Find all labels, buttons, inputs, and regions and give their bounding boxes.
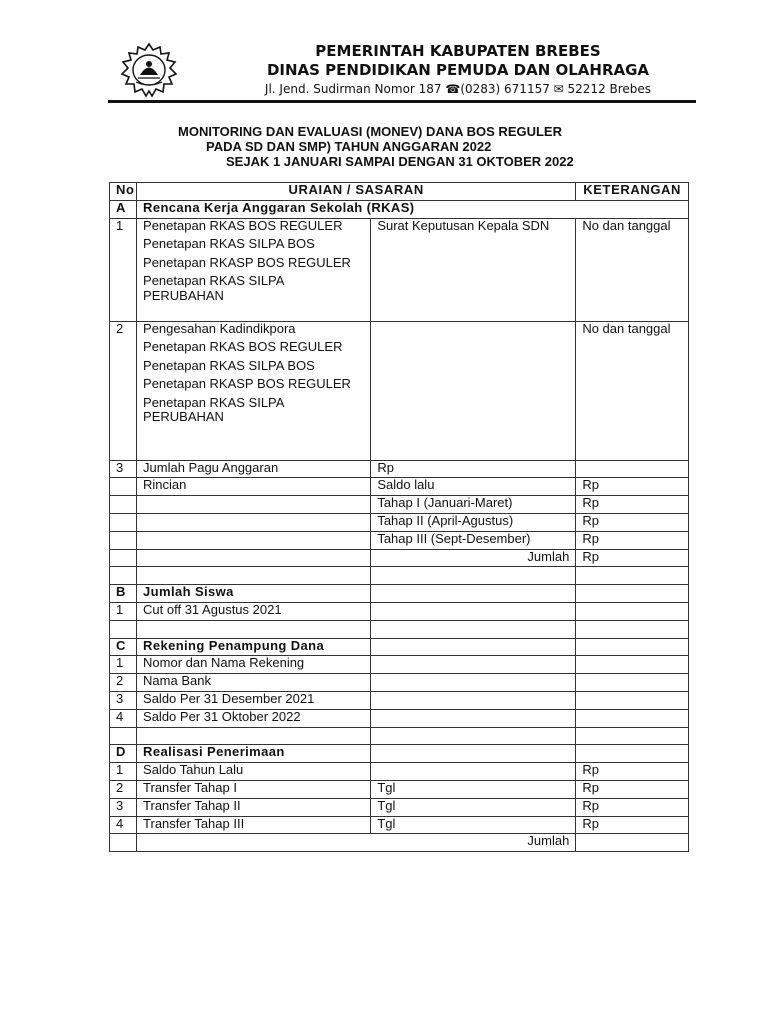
section-d-row (110, 745, 689, 763)
blank-row (110, 727, 689, 745)
row-label: Nomor dan Nama Rekening (137, 656, 371, 674)
row-label: Cut off 31 Agustus 2021 (137, 602, 371, 620)
row-ket: No dan tanggal (576, 321, 689, 460)
title-line3: SEJAK 1 JANUARI SAMPAI DENGAN 31 OKTOBER 2022 (226, 154, 574, 169)
list-item: Penetapan RKASP BOS REGULER (143, 254, 351, 270)
row-ket: Rp (576, 816, 689, 834)
letterhead (108, 40, 696, 102)
row-label: Rincian (137, 478, 371, 496)
row-mid: Tahap III (Sept-Desember) (371, 531, 576, 549)
row-mid: Tahap I (Januari-Maret) (371, 496, 576, 514)
list-item: Penetapan RKAS SILPA PERUBAHAN (143, 273, 284, 303)
row-mid (371, 321, 576, 460)
section-c-label: Rekening Penampung Dana (137, 638, 371, 656)
row-items (137, 218, 371, 321)
row-no: 1 (110, 218, 137, 321)
section-c-no: C (110, 638, 137, 656)
letterhead-divider (108, 100, 696, 103)
row-label: Jumlah Pagu Anggaran (137, 460, 371, 478)
table-row (110, 709, 689, 727)
blank-row (110, 567, 689, 585)
row-no: 4 (110, 709, 137, 727)
list-item: Pengesahan Kadindikpora (143, 320, 296, 336)
table-header-row (110, 183, 689, 201)
table-row (110, 321, 689, 460)
table-row (110, 513, 689, 531)
section-c-row (110, 638, 689, 656)
table-row (110, 834, 689, 852)
row-label: Nama Bank (137, 674, 371, 692)
row-no: 1 (110, 763, 137, 781)
section-b-label: Jumlah Siswa (137, 585, 371, 603)
row-mid: Tahap II (April-Agustus) (371, 513, 576, 531)
table-row (110, 218, 689, 321)
row-ket: Rp (576, 780, 689, 798)
row-ket: Rp (576, 549, 689, 567)
section-b-no: B (110, 585, 137, 603)
row-no: 2 (110, 321, 137, 460)
agency-address: Jl. Jend. Sudirman Nomor 187 ☎(0283) 671157 ✉ 52212 Brebes (264, 82, 652, 96)
list-item: Penetapan RKAS SILPA BOS (143, 236, 315, 252)
regency-emblem-icon (120, 42, 178, 98)
list-item: Penetapan RKAS BOS REGULER (143, 339, 343, 355)
section-a-label: Rencana Kerja Anggaran Sekolah (RKAS) (137, 200, 689, 218)
row-no: 3 (110, 691, 137, 709)
section-d-no: D (110, 745, 137, 763)
list-item: Penetapan RKAS SILPA BOS (143, 357, 315, 373)
row-mid: Tgl (371, 816, 576, 834)
row-items (137, 321, 371, 460)
agency-name-line2: DINAS PENDIDIKAN PEMUDA DAN OLAHRAGA (266, 61, 650, 79)
table-row (110, 496, 689, 514)
table-row (110, 816, 689, 834)
header-uraian: URAIAN / SASARAN (137, 183, 576, 201)
row-ket: Rp (576, 496, 689, 514)
row-jumlah: Jumlah (371, 549, 576, 567)
row-no: 1 (110, 656, 137, 674)
header-keterangan: KETERANGAN (576, 183, 689, 201)
row-mid: Saldo lalu (371, 478, 576, 496)
table-row (110, 691, 689, 709)
row-jumlah: Jumlah (137, 834, 576, 852)
list-item: Penetapan RKAS BOS REGULER (143, 217, 343, 233)
row-no: 2 (110, 674, 137, 692)
agency-name-line1: PEMERINTAH KABUPATEN BREBES (315, 42, 601, 60)
list-item: Penetapan RKAS SILPA PERUBAHAN (143, 394, 284, 425)
row-ket: Rp (576, 763, 689, 781)
row-ket: No dan tanggal (576, 218, 689, 321)
header-no: No (110, 183, 137, 201)
row-ket: Rp (576, 798, 689, 816)
row-ket (576, 460, 689, 478)
row-mid (371, 763, 576, 781)
document-title (108, 124, 696, 169)
section-b-row (110, 585, 689, 603)
row-label: Saldo Per 31 Oktober 2022 (137, 709, 371, 727)
title-line1: MONITORING DAN EVALUASI (MONEV) DANA BOS REGULER (178, 124, 562, 139)
table-row (110, 531, 689, 549)
section-a-row (110, 200, 689, 218)
table-row (110, 763, 689, 781)
section-d-label: Realisasi Penerimaan (137, 745, 371, 763)
table-row (110, 656, 689, 674)
table-row (110, 460, 689, 478)
table-row (110, 798, 689, 816)
list-item: Penetapan RKASP BOS REGULER (143, 376, 351, 392)
row-mid: Rp (371, 460, 576, 478)
row-mid: Tgl (371, 780, 576, 798)
row-label: Transfer Tahap I (137, 780, 371, 798)
row-no: 1 (110, 602, 137, 620)
row-no: 3 (110, 460, 137, 478)
row-label: Transfer Tahap III (137, 816, 371, 834)
row-ket: Rp (576, 531, 689, 549)
row-label: Transfer Tahap II (137, 798, 371, 816)
row-no: 4 (110, 816, 137, 834)
row-mid: Surat Keputusan Kepala SDN (371, 218, 576, 321)
row-mid: Tgl (371, 798, 576, 816)
table-row (110, 602, 689, 620)
table-row (110, 549, 689, 567)
row-ket: Rp (576, 513, 689, 531)
row-no: 2 (110, 780, 137, 798)
section-a-no: A (110, 200, 137, 218)
table-row (110, 780, 689, 798)
blank-row (110, 620, 689, 638)
row-no: 3 (110, 798, 137, 816)
title-line2: PADA SD DAN SMP) TAHUN ANGGARAN 2022 (206, 139, 492, 154)
row-label: Saldo Tahun Lalu (137, 763, 371, 781)
table-row (110, 478, 689, 496)
row-ket: Rp (576, 478, 689, 496)
table-row (110, 674, 689, 692)
monev-table (109, 182, 689, 852)
row-label: Saldo Per 31 Desember 2021 (137, 691, 371, 709)
